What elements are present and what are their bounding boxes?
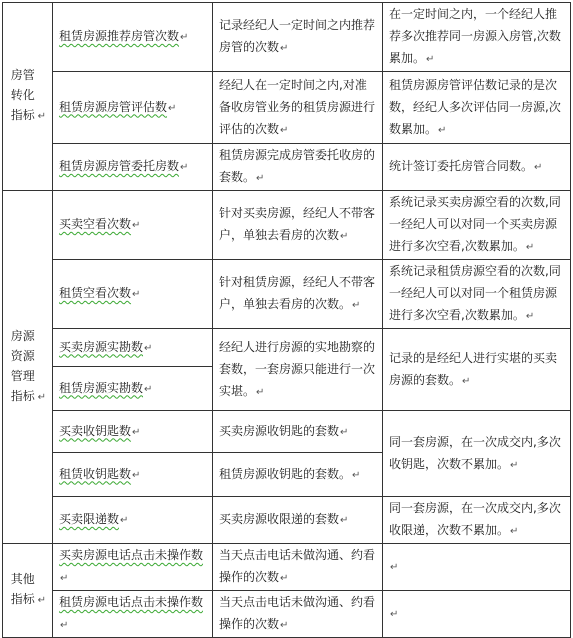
- table-row: [3, 329, 571, 367]
- paragraph-mark-icon: ↵: [37, 595, 46, 606]
- metric-definition: 针对租赁房源，经纪人不带客户，单独去看房的次数。↵: [213, 260, 383, 329]
- table-row: [3, 144, 571, 191]
- metric-name: 租赁空看次数↵: [53, 260, 213, 329]
- group-label-other: 其他指标 ↵: [3, 544, 53, 638]
- metric-definition: 买卖房源收钥匙的套数↵: [213, 411, 383, 453]
- metric-definition: 经纪人在一定时间之内,对准备收房管业务的租赁房源进行评估的次数↵: [213, 72, 383, 144]
- paragraph-mark-icon: ↵: [37, 111, 46, 122]
- table-row: [3, 260, 571, 329]
- metric-name: 租赁房源实勘数↵: [53, 367, 213, 411]
- metric-name: 买卖限递数↵: [53, 497, 213, 544]
- metric-definition: 租赁房源收钥匙的套数。↵: [213, 453, 383, 497]
- metric-name: 租赁房源房管委托房数↵: [53, 144, 213, 191]
- metric-definition: 买卖房源收限递的套数↵: [213, 497, 383, 544]
- metric-name: 租赁房源电话点击未操作数↵: [53, 591, 213, 638]
- metric-definition: 针对买卖房源，经纪人不带客户，单独去看房的次数↵: [213, 191, 383, 260]
- metric-name: 租赁收钥匙数↵: [53, 453, 213, 497]
- metric-name: 买卖房源实勘数↵: [53, 329, 213, 367]
- metric-note: ↵: [383, 591, 571, 638]
- metric-definition: 当天点击电话未做沟通、约看操作的次数↵: [213, 544, 383, 591]
- metric-name: 买卖房源电话点击未操作数↵: [53, 544, 213, 591]
- metric-note: 统计签订委托房管合同数。↵: [383, 144, 571, 191]
- metric-definition: 记录经纪人一定时间之内推荐房管的次数↵: [213, 3, 383, 72]
- table-row: [3, 497, 571, 544]
- group-label-resource-management: 房源资源管理指标 ↵: [3, 191, 53, 544]
- metric-name: 买卖空看次数↵: [53, 191, 213, 260]
- metric-note: 同一套房源，在一次成交内,多次收钥匙，次数不累加。↵: [383, 411, 571, 497]
- metric-definition: 租赁房源完成房管委托收房的套数。↵: [213, 144, 383, 191]
- metric-name: 租赁房源推荐房管次数↵: [53, 3, 213, 72]
- metric-note: 系统记录租赁房源空看的次数,同一经纪人可以对同一个租赁房源进行多次空看,次数累加。↵: [383, 260, 571, 329]
- metric-name: 买卖收钥匙数↵: [53, 411, 213, 453]
- table-row: [3, 544, 571, 591]
- metrics-table: [2, 2, 571, 638]
- metric-name: 租赁房源房管评估数↵: [53, 72, 213, 144]
- metric-note: ↵: [383, 544, 571, 591]
- metric-note: 记录的是经纪人进行实堪的买卖房源的套数。↵: [383, 329, 571, 411]
- metric-note: 系统记录买卖房源空看的次数,同一经纪人可以对同一个买卖房源进行多次空看,次数累加。↵: [383, 191, 571, 260]
- paragraph-mark-icon: ↵: [37, 391, 46, 403]
- metric-note: 同一套房源，在一次成交内,多次收限递，次数不累加。↵: [383, 497, 571, 544]
- table-row: [3, 191, 571, 260]
- group-label-housing-conversion: 房管转化指标 ↵: [3, 3, 53, 191]
- table-row: [3, 411, 571, 453]
- table-row: [3, 72, 571, 144]
- metric-definition: 经纪人进行房源的实地勘察的套数，一套房源只能进行一次实堪。↵: [213, 329, 383, 411]
- table-row: [3, 591, 571, 638]
- table-row: [3, 3, 571, 72]
- metric-note: 租赁房源房管评估数记录的是次数，经纪人多次评估同一房源,次数累加。↵: [383, 72, 571, 144]
- metric-note: 在一定时间之内，一个经纪人推荐多次推荐同一房源入房管,次数累加。↵: [383, 3, 571, 72]
- metric-definition: 当天点击电话未做沟通、约看操作的次数↵: [213, 591, 383, 638]
